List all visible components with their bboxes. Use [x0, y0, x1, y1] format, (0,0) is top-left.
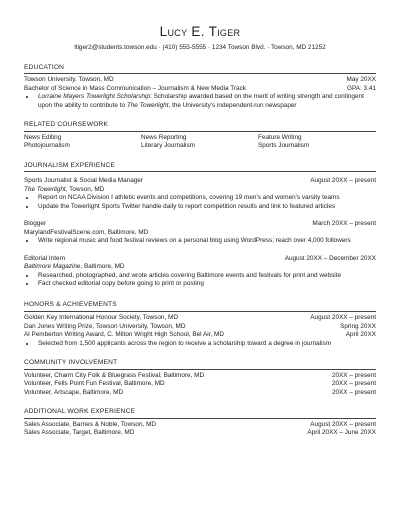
- community-row: [24, 380, 376, 388]
- community-row: [24, 372, 376, 380]
- course-item: Feature Writing: [258, 133, 302, 141]
- honor-date: Spring 20XX: [340, 322, 376, 330]
- scholarship-name: Lorraine Mayers Towerlight Scholarship: [38, 93, 151, 101]
- job-bullets: [24, 237, 376, 245]
- course-item: News Reporting: [141, 133, 187, 141]
- honor-date: August 20XX – present: [310, 314, 376, 322]
- list-item: • Report on NCAA Division I athletic events and competitions, covering 19 men's and women's varsity teams: [36, 194, 376, 202]
- course-item: News Editing: [24, 133, 62, 141]
- education-bullets: [24, 93, 376, 110]
- list-item: • Update the Towerlight Sports Twitter handle daily to report competition results and link to featured articles: [36, 203, 376, 211]
- education-school-row: [24, 76, 376, 84]
- job-entry: [24, 255, 376, 289]
- honors-section: [24, 301, 376, 348]
- honor-text: Al Pemberton Writing Award, C. Milton Wright High School, Bel Air, MD: [24, 331, 224, 339]
- scholarship-text: : Scholarship awarded based on the merit of writing strength and contingent upon the ability to contribute to: [38, 93, 364, 109]
- contact-line: ltiger2@students.towson.edu · (410) 555-5555 · 1234 Towson Blvd. · Towson, MD 21252: [74, 44, 326, 52]
- scholarship-text-end: , the University's independent-run newspaper: [168, 101, 297, 109]
- community-text: Volunteer, Fells Point Fun Festival, Baltimore, MD: [24, 380, 165, 388]
- job-bullets: [24, 272, 376, 289]
- honor-text: Dan Jones Writing Prize, Towson University, Towson, MD: [24, 322, 186, 330]
- honor-text: Golden Key International Honour Society, Towson, MD: [24, 314, 178, 322]
- work-row: [24, 421, 376, 429]
- list-item: • Researched, photographed, and wrote articles covering Baltimore events and festivals for print and website: [36, 272, 376, 280]
- course-item: Sports Journalism: [258, 142, 310, 150]
- job-header: [24, 255, 376, 263]
- school-name: Towson University, Towson, MD: [24, 76, 114, 84]
- section-title: JOURNALISM EXPERIENCE: [24, 162, 376, 173]
- job-role: Editorial Intern: [24, 254, 66, 262]
- job-bullets: [24, 194, 376, 211]
- job-date: March 20XX – present: [312, 220, 376, 228]
- honor-row: [24, 314, 376, 322]
- course-item: Literary Journalism: [141, 142, 195, 150]
- work-text: Sales Associate, Target, Baltimore, MD: [24, 429, 135, 437]
- job-org: [24, 263, 376, 271]
- section-title: COMMUNITY INVOLVEMENT: [24, 359, 376, 370]
- job-header: [24, 177, 376, 185]
- coursework-grid: [24, 134, 376, 151]
- job-entry: [24, 220, 376, 245]
- additional-section: [24, 408, 376, 438]
- community-text: Volunteer, Charm City Folk & Bluegrass Festival, Baltimore, MD: [24, 371, 205, 379]
- degree: Bachelor of Science in Mass Communication – Journalism & New Media Track: [24, 84, 246, 92]
- job-role: Blogger: [24, 220, 47, 228]
- job-header: [24, 220, 376, 228]
- list-item: • Selected from 1,500 applicants across the region to receive a scholarship toward a degree in journalism: [36, 340, 376, 348]
- education-degree-row: [24, 85, 376, 93]
- work-row: [24, 429, 376, 437]
- work-date: August 20XX – present: [310, 420, 376, 428]
- honor-bullets: [24, 340, 376, 348]
- section-title: EDUCATION: [24, 64, 376, 75]
- education-section: [24, 64, 376, 111]
- org-name: The Towerlight: [24, 185, 66, 193]
- work-date: April 20XX – June 20XX: [307, 429, 376, 437]
- community-section: [24, 359, 376, 397]
- job-date: August 20XX – December 20XX: [284, 254, 376, 262]
- list-item: • Write regional music and food festival reviews on a personal blog using WordPress; reach over 4,000 followers: [36, 237, 376, 245]
- list-item: • Fact checked editorial copy before going to print or posting: [36, 280, 376, 288]
- community-date: 20XX – present: [331, 371, 376, 379]
- work-text: Sales Associate, Barnes & Noble, Towson, MD: [24, 420, 157, 428]
- org-name: Baltimore Magazine: [24, 263, 81, 271]
- section-title: HONORS & ACHIEVEMENTS: [24, 301, 376, 312]
- job-date: August 20XX – present: [310, 177, 376, 185]
- job-org: [24, 229, 376, 237]
- job-org: [24, 186, 376, 194]
- community-row: [24, 389, 376, 397]
- candidate-name: Lucy E. Tiger: [159, 24, 241, 39]
- honor-date: April 20XX: [345, 331, 376, 339]
- org-name: MarylandFestivalScene.com, Baltimore, MD: [24, 228, 149, 236]
- org-location: , Towson, MD: [65, 185, 105, 193]
- community-date: 20XX – present: [331, 388, 376, 396]
- course-item: Photojournalism: [24, 142, 70, 150]
- section-title: RELATED COURSEWORK: [24, 121, 376, 132]
- graduation-date: May 20XX: [346, 76, 376, 84]
- org-location: , Baltimore, MD: [80, 263, 125, 271]
- section-title: ADDITIONAL WORK EXPERIENCE: [24, 408, 376, 419]
- gpa: GPA: 3.41: [346, 84, 376, 92]
- journalism-section: [24, 162, 376, 289]
- job-entry: [24, 177, 376, 211]
- coursework-section: [24, 121, 376, 151]
- honor-row: [24, 323, 376, 331]
- newspaper-name: The Towerlight: [126, 101, 169, 109]
- job-role: Sports Journalist & Social Media Manager: [24, 177, 143, 185]
- community-date: 20XX – present: [331, 380, 376, 388]
- list-item: [36, 93, 376, 110]
- community-text: Volunteer, Artscape, Baltimore, MD: [24, 388, 124, 396]
- honor-row: [24, 331, 376, 339]
